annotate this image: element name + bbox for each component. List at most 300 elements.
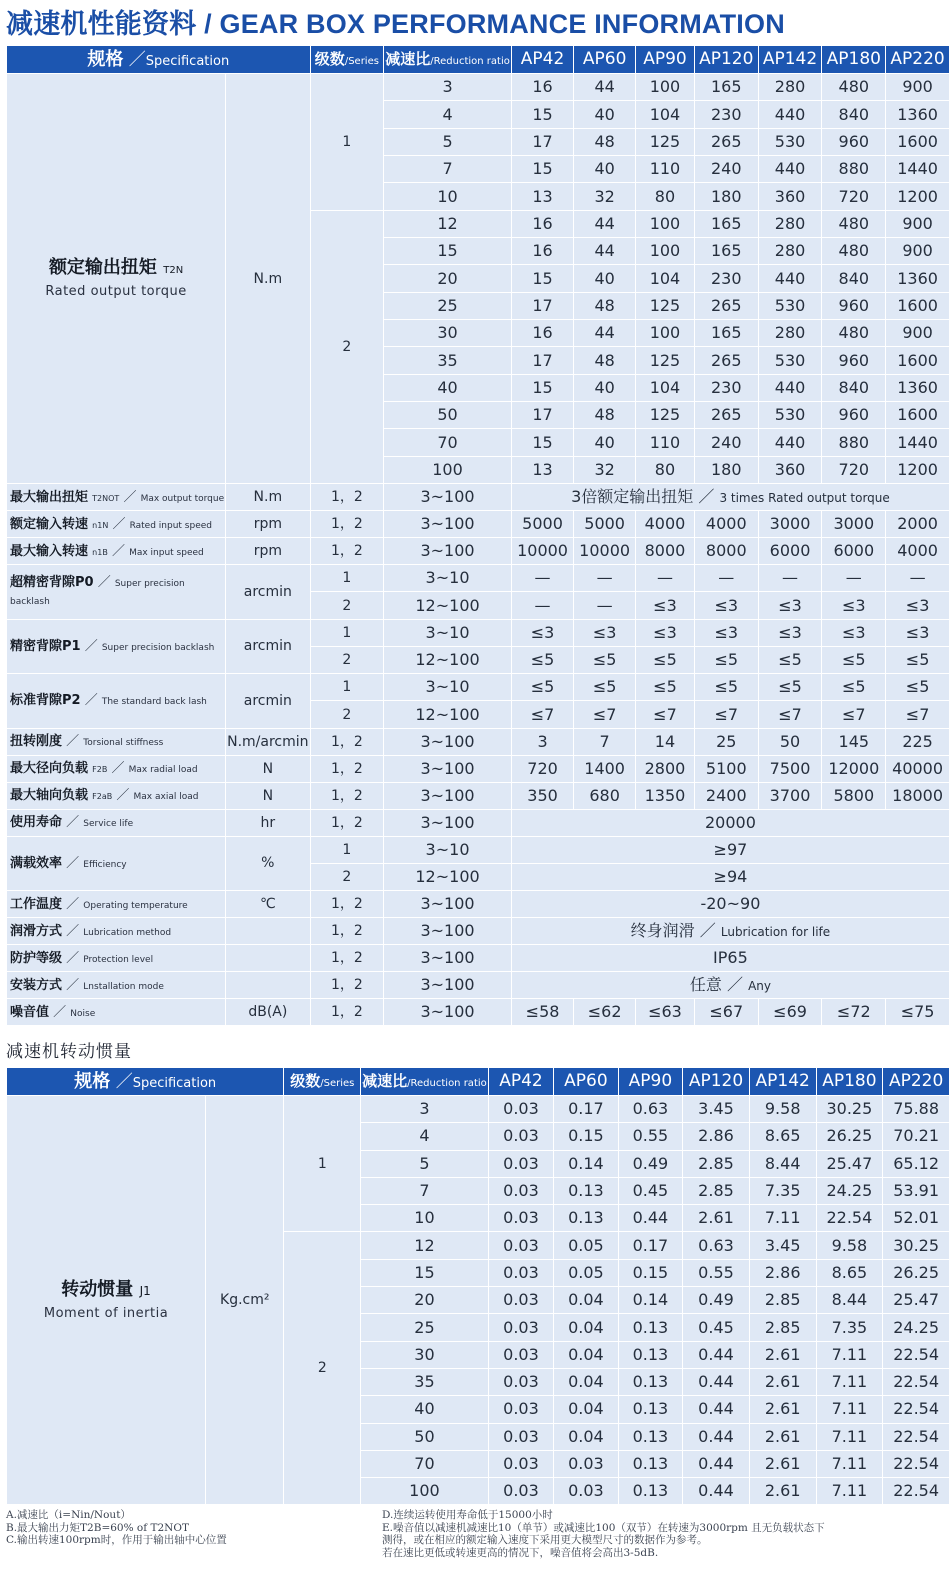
value-cell: 530 <box>758 402 822 429</box>
value-cell: ≤3 <box>694 619 758 646</box>
value-cell: 0.44 <box>683 1423 750 1450</box>
ratio-cell: 3~10 <box>384 836 512 863</box>
ratio-cell: 7 <box>361 1177 489 1204</box>
value-cell: 48 <box>574 292 636 319</box>
model-header: AP42 <box>488 1068 553 1096</box>
value-cell: ≤3 <box>822 619 886 646</box>
efficiency-unit: % <box>226 836 310 891</box>
series-header-en: Series <box>323 1078 355 1089</box>
table-row <box>7 511 950 538</box>
value-cell: 0.13 <box>618 1423 683 1450</box>
value-cell: 240 <box>694 429 758 456</box>
value-cell: 0.14 <box>618 1287 683 1314</box>
value-cell: 240 <box>694 156 758 183</box>
value-cell: 0.49 <box>618 1150 683 1177</box>
value-cell: ≤5 <box>694 646 758 673</box>
series-cell: 2 <box>310 863 384 890</box>
inertia-label-zh: 转动惯量 <box>61 1278 134 1300</box>
series-cell: 1 <box>310 674 384 701</box>
table-row <box>7 836 950 863</box>
value-cell: ≤5 <box>511 674 573 701</box>
value-cell: 280 <box>758 74 822 101</box>
value-cell: ≤5 <box>758 674 822 701</box>
model-header: AP42 <box>511 46 573 74</box>
value-cell: 18000 <box>886 782 950 809</box>
installation-value-zh: 任意 <box>689 975 722 995</box>
value-cell: 110 <box>636 156 695 183</box>
model-header: AP60 <box>554 1068 619 1096</box>
axial-symbol: F2aB <box>92 792 113 802</box>
value-cell: 0.04 <box>554 1314 619 1341</box>
value-cell: 44 <box>574 210 636 237</box>
inertia-symbol: J1 <box>139 1283 151 1298</box>
value-cell: 2.61 <box>749 1450 816 1477</box>
value-cell: ≤3 <box>574 619 636 646</box>
value-cell: 7.11 <box>749 1205 816 1232</box>
value-cell: 265 <box>694 402 758 429</box>
series-cell: 1 <box>310 836 384 863</box>
note-e-cont: 测得，或在相应的额定输入速度下采用更大模型尺寸的数据作为参考。 <box>382 1534 708 1546</box>
table-row <box>7 999 950 1026</box>
value-cell: 53.91 <box>883 1177 950 1204</box>
ratio-cell: 100 <box>384 456 512 483</box>
ratio-cell: 12~100 <box>384 701 512 728</box>
value-cell: 17 <box>511 128 573 155</box>
value-cell: 0.03 <box>488 1123 553 1150</box>
temperature-unit: ℃ <box>226 891 310 918</box>
value-cell: 480 <box>822 320 886 347</box>
value-cell: 24.25 <box>883 1314 950 1341</box>
model-header: AP142 <box>749 1068 816 1096</box>
value-cell: 2800 <box>636 755 695 782</box>
value-cell: ≤5 <box>886 646 950 673</box>
ratio-cell: 25 <box>361 1314 489 1341</box>
value-cell: 40 <box>574 265 636 292</box>
value-cell: 100 <box>636 74 695 101</box>
value-cell: 720 <box>511 755 573 782</box>
p2-label: 标准背隙P2 ／ The standard back lash <box>7 674 226 729</box>
value-cell: 280 <box>758 320 822 347</box>
value-cell: ≤7 <box>511 701 573 728</box>
value-cell: 7.11 <box>816 1450 883 1477</box>
table-row <box>7 918 950 945</box>
life-label-zh: 使用寿命 <box>10 815 63 831</box>
radial-unit: N <box>226 755 310 782</box>
series-cell: 2 <box>310 701 384 728</box>
value-cell: 0.44 <box>683 1450 750 1477</box>
value-cell: 0.04 <box>554 1341 619 1368</box>
value-cell: 165 <box>694 238 758 265</box>
ratio-cell: 15 <box>384 238 512 265</box>
table-row <box>7 782 950 809</box>
value-cell: 2.85 <box>683 1150 750 1177</box>
model-header: AP120 <box>683 1068 750 1096</box>
value-cell: 440 <box>758 265 822 292</box>
stage-2: 2 <box>310 210 384 483</box>
noise-label-zh: 噪音值 <box>10 1004 50 1020</box>
value-cell: 7.11 <box>816 1478 883 1505</box>
protection-value: IP65 <box>511 945 949 972</box>
value-cell: 2.85 <box>749 1287 816 1314</box>
ratio-cell: 35 <box>384 347 512 374</box>
ratio-cell: 5 <box>384 128 512 155</box>
value-cell: 7.11 <box>816 1341 883 1368</box>
notes-right <box>382 1509 825 1559</box>
p0-label-en: Super precision backlash <box>10 579 185 607</box>
note-c: C.输出转速100rpm时，作用于输出轴中心位置 <box>6 1534 227 1546</box>
series-header-en: Series <box>348 56 379 67</box>
value-cell: 2.61 <box>749 1368 816 1395</box>
value-cell: 16 <box>511 320 573 347</box>
value-cell: 0.17 <box>554 1096 619 1123</box>
table-row <box>7 46 950 74</box>
value-cell: 0.03 <box>488 1205 553 1232</box>
value-cell: 265 <box>694 128 758 155</box>
value-cell: 0.03 <box>488 1478 553 1505</box>
value-cell: 900 <box>886 320 950 347</box>
value-cell: — <box>636 565 695 592</box>
ratio-cell: 15 <box>361 1259 489 1286</box>
ratio-cell: 10 <box>361 1205 489 1232</box>
temperature-value: -20~90 <box>511 891 949 918</box>
value-cell: 360 <box>758 183 822 210</box>
ratio-cell: 25 <box>384 292 512 319</box>
axial-label: 最大轴向负载 F2aB ／ Max axial load <box>7 782 226 809</box>
series-cell: 1，2 <box>310 945 384 972</box>
value-cell: 16 <box>511 210 573 237</box>
value-cell: 16 <box>511 74 573 101</box>
value-cell: 10000 <box>574 538 636 565</box>
torque-label-en: Rated output torque <box>45 284 187 300</box>
ratio-cell: 3~100 <box>384 484 512 511</box>
max_torque-symbol: T2NOT <box>92 493 120 503</box>
note-d: D.连续运转使用寿命低于15000小时 <box>382 1509 553 1521</box>
note-e-cont2: 若在速比更低或转速更高的情况下，噪音值将会高出3-5dB. <box>382 1546 659 1559</box>
value-cell: 6000 <box>822 538 886 565</box>
value-cell: 1440 <box>886 429 950 456</box>
value-cell: 165 <box>694 210 758 237</box>
value-cell: ≤3 <box>886 592 950 619</box>
value-cell: 480 <box>822 238 886 265</box>
value-cell: 0.03 <box>488 1396 553 1423</box>
value-cell: 17 <box>511 402 573 429</box>
value-cell: 165 <box>694 74 758 101</box>
value-cell: 48 <box>574 128 636 155</box>
value-cell: 5000 <box>574 511 636 538</box>
value-cell: 17 <box>511 347 573 374</box>
value-cell: 0.13 <box>618 1450 683 1477</box>
value-cell: ≤3 <box>822 592 886 619</box>
torque-unit: N.m <box>226 74 310 484</box>
ratio-cell: 30 <box>361 1341 489 1368</box>
value-cell: 0.63 <box>618 1096 683 1123</box>
value-cell: 1600 <box>886 128 950 155</box>
noise-label-en: Noise <box>70 1008 96 1019</box>
table-row <box>7 891 950 918</box>
value-cell: 0.17 <box>618 1232 683 1259</box>
radial-label: 最大径向负载 F2B ／ Max radial load <box>7 755 226 782</box>
value-cell: 2.61 <box>683 1205 750 1232</box>
value-cell: 8.65 <box>749 1123 816 1150</box>
value-cell: 0.05 <box>554 1259 619 1286</box>
value-cell: 25 <box>694 728 758 755</box>
value-cell: 440 <box>758 101 822 128</box>
value-cell: 44 <box>574 320 636 347</box>
value-cell: 15 <box>511 374 573 401</box>
p0-label-zh: 超精密背隙P0 <box>10 575 94 591</box>
value-cell: 1600 <box>886 402 950 429</box>
value-cell: 110 <box>636 429 695 456</box>
value-cell: 145 <box>822 728 886 755</box>
temperature-label-en: Operating temperature <box>83 900 188 911</box>
ratio-cell: 5 <box>361 1150 489 1177</box>
ratio-cell: 50 <box>361 1423 489 1450</box>
table-row <box>7 74 950 101</box>
installation-value-en: Any <box>748 979 771 994</box>
value-cell: 0.03 <box>488 1287 553 1314</box>
series-header: 级数/Series <box>284 1068 361 1096</box>
stage-1: 1 <box>284 1096 361 1232</box>
p1-label-zh: 精密背隙P1 <box>10 638 81 654</box>
value-cell: 1360 <box>886 101 950 128</box>
model-header: AP90 <box>618 1068 683 1096</box>
max_speed-symbol: n1B <box>92 547 108 557</box>
value-cell: 4000 <box>886 538 950 565</box>
ratio-cell: 3 <box>361 1096 489 1123</box>
value-cell: ≤75 <box>886 999 950 1026</box>
inertia-section-title: 减速机转动惯量 <box>6 1042 132 1062</box>
installation-label: 安装方式 ／ Lnstallation mode <box>7 972 226 999</box>
note-e: E.噪音值以减速机减速比10（单节）或减速比100（双节）在转速为3000rpm 且无负载状态下 <box>382 1521 825 1534</box>
rated_speed-unit: rpm <box>226 511 310 538</box>
value-cell: 440 <box>758 429 822 456</box>
value-cell: 2.85 <box>683 1177 750 1204</box>
value-cell: ≤3 <box>636 592 695 619</box>
p0-label: 超精密背隙P0 ／ Super precision backlash <box>7 565 226 620</box>
value-cell: 8000 <box>636 538 695 565</box>
value-cell: ≤5 <box>511 646 573 673</box>
value-cell: ≤5 <box>636 674 695 701</box>
value-cell: 0.45 <box>618 1177 683 1204</box>
value-cell: 5000 <box>511 511 573 538</box>
value-cell: 0.03 <box>488 1232 553 1259</box>
value-cell: ≤5 <box>822 646 886 673</box>
value-cell: ≤3 <box>694 592 758 619</box>
value-cell: 0.03 <box>488 1259 553 1286</box>
value-cell: 4000 <box>694 511 758 538</box>
value-cell: 75.88 <box>883 1096 950 1123</box>
value-cell: 13 <box>511 456 573 483</box>
axial-label-zh: 最大轴向负载 <box>10 788 89 804</box>
value-cell: 2.61 <box>749 1478 816 1505</box>
value-cell: 230 <box>694 265 758 292</box>
value-cell: 225 <box>886 728 950 755</box>
value-cell: 0.03 <box>488 1368 553 1395</box>
installation-label-zh: 安装方式 <box>10 977 63 993</box>
value-cell: 0.14 <box>554 1150 619 1177</box>
value-cell: 230 <box>694 101 758 128</box>
value-cell: 52.01 <box>883 1205 950 1232</box>
ratio-cell: 3~10 <box>384 619 512 646</box>
max_speed-unit: rpm <box>226 538 310 565</box>
series-cell: 2 <box>310 592 384 619</box>
value-cell: 2.61 <box>749 1341 816 1368</box>
value-cell: 0.13 <box>618 1341 683 1368</box>
value-cell: 40000 <box>886 755 950 782</box>
value-cell: 0.45 <box>683 1314 750 1341</box>
torque-label-zh: 额定输出扭矩 <box>48 257 157 279</box>
inertia-unit: Kg.cm² <box>206 1096 284 1505</box>
value-cell: 0.44 <box>683 1478 750 1505</box>
efficiency-label-zh: 满载效率 <box>10 855 63 871</box>
value-cell: — <box>574 565 636 592</box>
protection-unit <box>226 945 310 972</box>
max_speed-label: 最大输入转速 n1B ／ Max input speed <box>7 538 226 565</box>
value-cell: 0.13 <box>554 1205 619 1232</box>
series-cell: 1，2 <box>310 891 384 918</box>
spec-header: 规格 ／Specification <box>7 1068 284 1096</box>
radial-symbol: F2B <box>92 765 108 775</box>
value-cell: 0.44 <box>683 1341 750 1368</box>
value-cell: 30.25 <box>816 1096 883 1123</box>
series-cell: 1，2 <box>310 484 384 511</box>
table-row <box>7 565 950 592</box>
value-cell: — <box>574 592 636 619</box>
value-cell: 80 <box>636 456 695 483</box>
efficiency-label: 满载效率 ／ Efficiency <box>7 836 226 891</box>
stiffness-label-zh: 扭转刚度 <box>10 734 63 750</box>
p2-label-en: The standard back lash <box>101 697 207 708</box>
value-cell: 2000 <box>886 511 950 538</box>
value-cell: 1350 <box>636 782 695 809</box>
value-cell: 3.45 <box>683 1096 750 1123</box>
ratio-cell: 10 <box>384 183 512 210</box>
value-cell: 840 <box>822 265 886 292</box>
value-cell: 0.13 <box>618 1314 683 1341</box>
ratio-header-zh: 减速比 <box>385 50 431 68</box>
value-cell: 70.21 <box>883 1123 950 1150</box>
installation-label-en: Lnstallation mode <box>83 981 164 992</box>
spec-header-zh: 规格 <box>87 48 124 70</box>
value-cell: 880 <box>822 429 886 456</box>
model-header: AP142 <box>758 46 822 74</box>
value-cell: 1200 <box>886 183 950 210</box>
notes-left <box>6 1509 227 1547</box>
value-cell: 1600 <box>886 292 950 319</box>
value-cell: 900 <box>886 74 950 101</box>
axial-label-en: Max axial load <box>133 792 199 803</box>
value-cell: 440 <box>758 156 822 183</box>
performance-table <box>6 45 950 1026</box>
table-row <box>7 619 950 646</box>
ratio-header: 减速比/Reduction ratio <box>384 46 512 74</box>
value-cell: ≤5 <box>822 674 886 701</box>
value-cell: 2.85 <box>749 1314 816 1341</box>
value-cell: 0.55 <box>618 1123 683 1150</box>
value-cell: 230 <box>694 374 758 401</box>
value-cell: 80 <box>636 183 695 210</box>
spec-header-en: Specification <box>145 53 230 69</box>
series-cell: 1，2 <box>310 972 384 999</box>
value-cell: 840 <box>822 374 886 401</box>
value-cell: 2.61 <box>749 1423 816 1450</box>
value-cell: 1360 <box>886 374 950 401</box>
value-cell: 900 <box>886 210 950 237</box>
value-cell: — <box>694 565 758 592</box>
table-row <box>7 945 950 972</box>
installation-value: 任意 ／ Any <box>511 972 949 999</box>
value-cell: 7500 <box>758 755 822 782</box>
ratio-cell: 7 <box>384 156 512 183</box>
value-cell: ≤3 <box>511 619 573 646</box>
series-cell: 1，2 <box>310 728 384 755</box>
value-cell: 44 <box>574 238 636 265</box>
model-header: AP180 <box>816 1068 883 1096</box>
value-cell: ≤7 <box>886 701 950 728</box>
table-row <box>7 1096 950 1123</box>
table-row <box>7 484 950 511</box>
value-cell: 440 <box>758 374 822 401</box>
temperature-label: 工作温度 ／ Operating temperature <box>7 891 226 918</box>
value-cell: 26.25 <box>816 1123 883 1150</box>
ratio-cell: 50 <box>384 402 512 429</box>
stage-2: 2 <box>284 1232 361 1505</box>
radial-label-zh: 最大径向负载 <box>10 761 89 777</box>
value-cell: 0.44 <box>683 1368 750 1395</box>
value-cell: 3000 <box>822 511 886 538</box>
value-cell: 960 <box>822 292 886 319</box>
value-cell: — <box>886 565 950 592</box>
value-cell: 8.65 <box>816 1259 883 1286</box>
value-cell: 0.44 <box>618 1205 683 1232</box>
value-cell: — <box>758 565 822 592</box>
series-header-zh: 级数 <box>314 50 345 68</box>
spec-header-zh: 规格 <box>74 1070 111 1092</box>
value-cell: 2.86 <box>749 1259 816 1286</box>
series-cell: 2 <box>310 646 384 673</box>
value-cell: ≤7 <box>574 701 636 728</box>
ratio-cell: 30 <box>384 320 512 347</box>
value-cell: 22.54 <box>883 1368 950 1395</box>
ratio-cell: 3~100 <box>384 891 512 918</box>
value-cell: 22.54 <box>883 1423 950 1450</box>
table-row <box>7 674 950 701</box>
value-cell: 480 <box>822 74 886 101</box>
value-cell: 0.05 <box>554 1232 619 1259</box>
series-header: 级数/Series <box>310 46 384 74</box>
series-cell: 1，2 <box>310 918 384 945</box>
ratio-cell: 4 <box>361 1123 489 1150</box>
table-row <box>7 728 950 755</box>
page-title: 减速机性能资料 / GEAR BOX PERFORMANCE INFORMATION <box>6 9 785 39</box>
ratio-cell: 12~100 <box>384 592 512 619</box>
ratio-cell: 3~100 <box>384 728 512 755</box>
lubrication-unit <box>226 918 310 945</box>
value-cell: 15 <box>511 265 573 292</box>
value-cell: ≤62 <box>574 999 636 1026</box>
value-cell: 40 <box>574 156 636 183</box>
value-cell: 3.45 <box>749 1232 816 1259</box>
value-cell: 480 <box>822 210 886 237</box>
value-cell: 26.25 <box>883 1259 950 1286</box>
value-cell: 0.63 <box>683 1232 750 1259</box>
max_torque-value-zh: 3倍额定输出扭矩 <box>571 487 694 507</box>
life-unit: hr <box>226 809 310 836</box>
value-cell: ≤63 <box>636 999 695 1026</box>
value-cell: ≤3 <box>758 619 822 646</box>
value-cell: 0.03 <box>488 1150 553 1177</box>
value-cell: 960 <box>822 128 886 155</box>
